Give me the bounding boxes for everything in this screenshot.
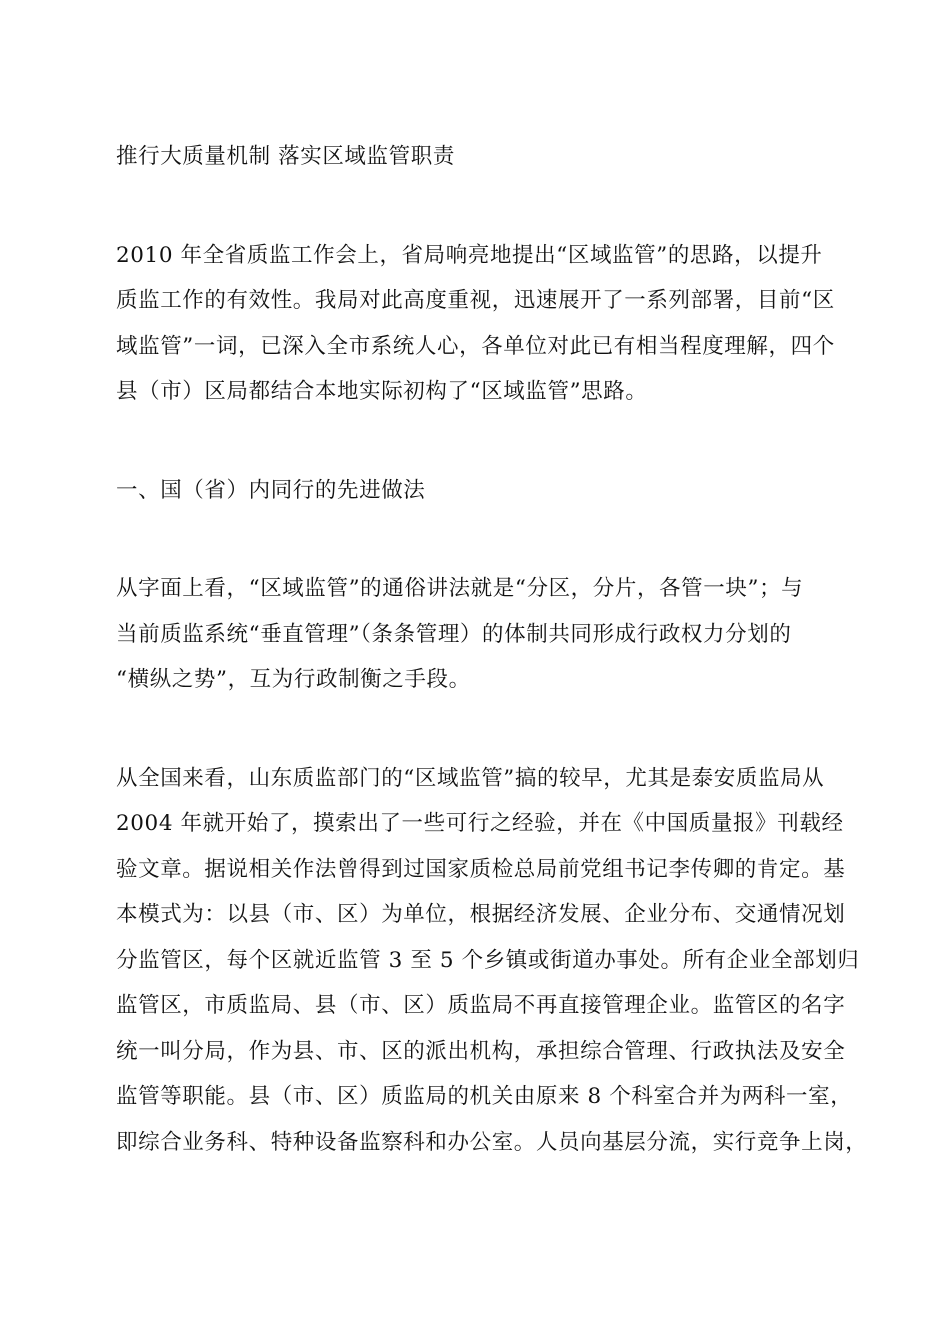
- paragraph-line: 监管区，市质监局、县（市、区）质监局不再直接管理企业。监管区的名字: [116, 993, 846, 1018]
- paragraph-line: 2010 年全省质监工作会上，省局响亮地提出“区域监管”的思路，以提升: [116, 242, 823, 268]
- paragraph-line: 从全国来看，山东质监部门的“区域监管”搞的较早，尤其是泰安质监局从: [116, 765, 825, 791]
- paragraph-line: 质监工作的有效性。我局对此高度重视，迅速展开了一系列部署，目前“区: [116, 288, 835, 313]
- paragraph-line: 域监管”一词，已深入全市系统人心，各单位对此已有相当程度理解，四个: [116, 333, 835, 359]
- document-body: [116, 134, 868, 1218]
- paragraph-line: 县（市）区局都结合本地实际初构了“区域监管”思路。: [116, 379, 648, 404]
- paragraph-line: 2004 年就开始了，摸索出了一些可行之经验，并在《中国质量报》刊载经: [116, 811, 844, 836]
- intro-paragraph: [116, 233, 856, 415]
- section-heading: 一、国（省）内同行的先进做法: [116, 477, 426, 503]
- paragraph-line: 监管等职能。县（市、区）质监局的机关由原来 8 个科室合并为两科一室，: [116, 1084, 853, 1109]
- document-title: 推行大质量机制 落实区域监管职责: [116, 144, 455, 169]
- paragraph-line: 本模式为：以县（市、区）为单位，根据经济发展、企业分布、交通情况划: [116, 902, 846, 927]
- paragraph-line: 统一叫分局，作为县、市、区的派出机构，承担综合管理、行政执法及安全: [116, 1038, 846, 1064]
- paragraph-line: “横纵之势”，互为行政制衡之手段。: [116, 667, 471, 692]
- paragraph-line: 当前质监系统“垂直管理”（条条管理）的体制共同形成行政权力分划的: [116, 621, 792, 647]
- shandong-paragraph: [116, 756, 868, 1166]
- definition-paragraph: [116, 566, 856, 703]
- paragraph-line: 验文章。据说相关作法曾得到过国家质检总局前党组书记李传卿的肯定。基: [116, 856, 846, 882]
- paragraph-line: 从字面上看，“区域监管”的通俗讲法就是“分区，分片，各管一块”；与: [116, 576, 804, 601]
- paragraph-line: 分监管区，每个区就近监管 3 至 5 个乡镇或街道办事处。所有企业全部划归: [116, 947, 860, 973]
- paragraph-line: 即综合业务科、特种设备监察科和办公室。人员向基层分流，实行竞争上岗，: [116, 1129, 868, 1155]
